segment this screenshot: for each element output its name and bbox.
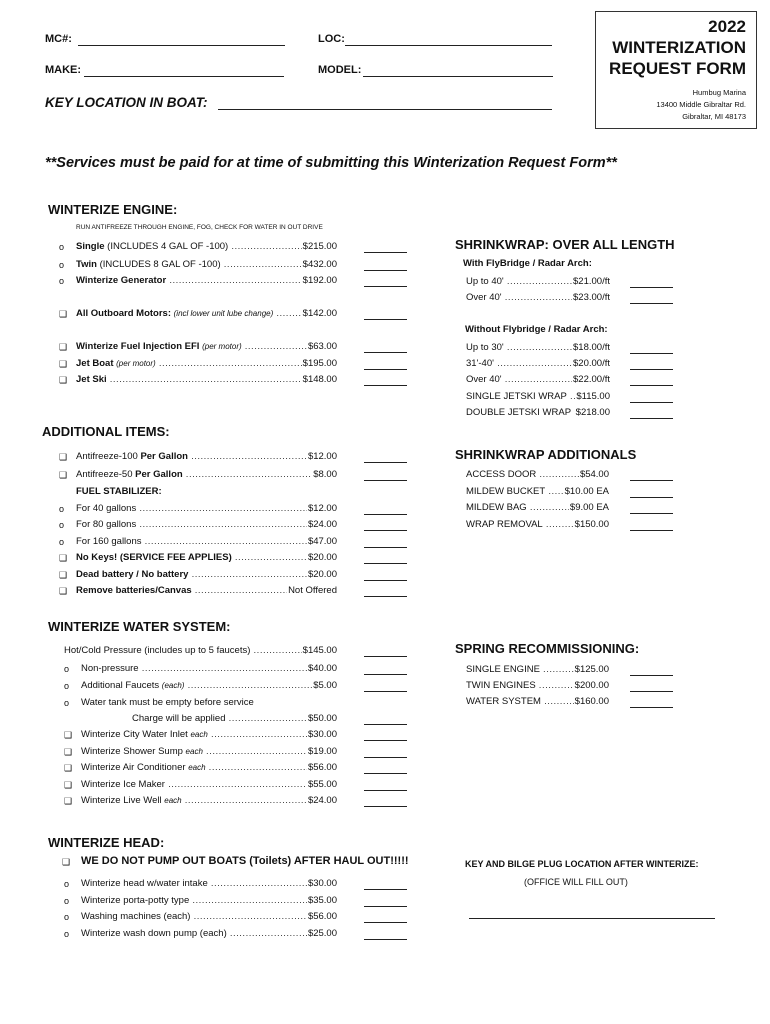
engine-item xyxy=(59,340,337,354)
quantity-blank[interactable] xyxy=(364,252,407,253)
additional-section-title: ADDITIONAL ITEMS: xyxy=(42,424,170,439)
quantity-blank[interactable] xyxy=(630,418,673,419)
item-label: Winterize Shower Sump xyxy=(81,746,186,757)
row-bullet[interactable]: ❑ xyxy=(59,342,68,352)
row-price: $145.00 xyxy=(302,645,337,656)
flybridge-header: With FlyBridge / Radar Arch: xyxy=(463,258,592,269)
quantity-blank[interactable] xyxy=(364,514,407,515)
pumpout-warning: WE DO NOT PUMP OUT BOATS (Toilets) AFTER HAUL OUT!!!!! xyxy=(81,855,409,867)
shrink-additional-item xyxy=(466,518,609,532)
item-label: Over 40' xyxy=(466,374,502,385)
water-item xyxy=(64,745,337,759)
engine-note: RUN ANTIFREEZE THROUGH ENGINE, FOG, CHECK FOR WATER IN OUT DRIVE xyxy=(76,224,323,231)
item-label: Winterize City Water Inlet xyxy=(81,729,191,740)
item-label: Winterize porta-potty type xyxy=(81,895,190,906)
item-note: (per motor) xyxy=(202,342,242,351)
item-label: Up to 40' xyxy=(466,276,504,287)
payment-notice: **Services must be paid for at time of submitting this Winterization Request Form** xyxy=(45,155,617,171)
row-bullet[interactable]: o xyxy=(59,504,65,514)
engine-section-title: WINTERIZE ENGINE: xyxy=(48,202,178,217)
shrink-additional-item xyxy=(466,468,609,482)
shrinkwrap-without-item xyxy=(466,341,610,355)
row-label xyxy=(81,894,337,908)
row-price: $5.00 xyxy=(313,680,337,691)
item-label: 31'-40' xyxy=(466,358,494,369)
item-bold: Per Gallon xyxy=(140,451,188,462)
item-label: SINGLE JETSKI WRAP xyxy=(466,391,567,402)
item-label: Winterize head w/water intake xyxy=(81,878,208,889)
quantity-blank[interactable] xyxy=(364,352,407,353)
row-label xyxy=(76,485,337,499)
item-label: Over 40' xyxy=(466,292,502,303)
row-price: $8.00 xyxy=(313,469,337,480)
row-price: $115.00 xyxy=(576,391,610,402)
item-label: Charge will be applied xyxy=(132,713,226,724)
row-label xyxy=(76,502,337,516)
item-text: (INCLUDES 4 GAL OF -100) xyxy=(104,241,229,252)
row-price: $148.00 xyxy=(302,374,337,385)
row-bullet[interactable]: ❑ xyxy=(59,309,68,319)
water-item xyxy=(64,712,337,726)
water-item xyxy=(64,761,337,775)
additional-item xyxy=(59,485,337,499)
row-label xyxy=(81,745,337,759)
row-price: $35.00 xyxy=(307,895,337,906)
quantity-blank[interactable] xyxy=(364,656,407,657)
row-price: $9.00 EA xyxy=(569,502,609,513)
row-price: $215.00 xyxy=(302,241,337,252)
row-price: $22.00/ft xyxy=(573,374,610,385)
quantity-blank[interactable] xyxy=(630,530,673,531)
quantity-blank[interactable] xyxy=(364,270,407,271)
item-text: (INCLUDES 8 GAL OF -100) xyxy=(96,259,221,270)
key-bilge-field[interactable] xyxy=(469,918,715,919)
shrinkwrap-title: SHRINKWRAP: OVER ALL LENGTH xyxy=(455,237,675,252)
row-price: $30.00 xyxy=(307,878,337,889)
quantity-blank[interactable] xyxy=(630,691,673,692)
quantity-blank[interactable] xyxy=(364,889,407,890)
quantity-blank[interactable] xyxy=(364,790,407,791)
engine-item xyxy=(59,307,337,321)
additional-item xyxy=(59,568,337,582)
additional-item xyxy=(59,518,337,532)
quantity-blank[interactable] xyxy=(364,319,407,320)
quantity-blank[interactable] xyxy=(364,369,407,370)
row-bullet[interactable]: ❑ xyxy=(64,780,73,790)
row-label xyxy=(76,518,337,532)
row-bullet[interactable]: ❑ xyxy=(59,570,68,580)
row-bullet[interactable]: ❑ xyxy=(59,452,68,462)
row-bullet[interactable]: ❑ xyxy=(59,553,68,563)
quantity-blank[interactable] xyxy=(630,385,673,386)
item-bold: Twin xyxy=(76,259,97,270)
engine-item xyxy=(59,357,337,371)
item-bold: Winterize Fuel Injection EFI xyxy=(76,341,200,352)
quantity-blank[interactable] xyxy=(364,906,407,907)
row-price: $47.00 xyxy=(307,536,337,547)
key-bilge-note: (OFFICE WILL FILL OUT) xyxy=(524,877,628,887)
row-label xyxy=(76,307,337,321)
row-price: $20.00 xyxy=(307,552,337,563)
row-price: $200.00 xyxy=(574,680,609,691)
item-text: Antifreeze-100 xyxy=(76,451,141,462)
row-price: $150.00 xyxy=(574,519,609,530)
row-label xyxy=(76,568,337,582)
quantity-blank[interactable] xyxy=(364,530,407,531)
row-price: $63.00 xyxy=(307,341,337,352)
mc-label: MC#: xyxy=(45,33,72,45)
row-price: $20.00 xyxy=(307,569,337,580)
row-price: Not Offered xyxy=(288,585,337,596)
head-section-title: WINTERIZE HEAD: xyxy=(48,835,165,850)
additional-item xyxy=(59,502,337,516)
engine-item xyxy=(59,373,337,387)
row-price: $55.00 xyxy=(307,779,337,790)
row-label xyxy=(76,357,337,371)
spring-item xyxy=(466,679,609,693)
row-label xyxy=(76,535,337,549)
engine-item xyxy=(59,240,337,254)
row-label xyxy=(76,258,337,272)
item-label: SINGLE ENGINE xyxy=(466,664,540,675)
row-bullet[interactable]: ❑ xyxy=(59,586,68,596)
model-field[interactable] xyxy=(363,76,553,77)
quantity-blank[interactable] xyxy=(364,740,407,741)
item-text: For 160 gallons xyxy=(76,536,142,547)
quantity-blank[interactable] xyxy=(630,480,673,481)
key-location-field[interactable] xyxy=(218,109,552,110)
item-bold: Single xyxy=(76,241,105,252)
row-price: $195.00 xyxy=(302,358,337,369)
quantity-blank[interactable] xyxy=(364,939,407,940)
item-label: MILDEW BAG xyxy=(466,502,527,513)
shrinkwrap-without-item xyxy=(466,406,610,420)
head-item xyxy=(64,877,337,891)
row-bullet[interactable]: o xyxy=(64,698,70,708)
loc-label: LOC: xyxy=(318,33,345,45)
row-label xyxy=(76,274,337,288)
item-bold: Per Gallon xyxy=(135,469,183,480)
quantity-blank[interactable] xyxy=(630,707,673,708)
key-bilge-label: KEY AND BILGE PLUG LOCATION AFTER WINTERIZE: xyxy=(465,859,699,869)
water-item xyxy=(64,679,337,693)
quantity-blank[interactable] xyxy=(364,596,407,597)
quantity-blank[interactable] xyxy=(364,922,407,923)
item-label: Winterize Ice Maker xyxy=(81,779,165,790)
row-price: $12.00 xyxy=(307,503,337,514)
item-label: DOUBLE JETSKI WRAP xyxy=(466,407,572,418)
shrink-additional-item xyxy=(466,485,609,499)
quantity-blank[interactable] xyxy=(630,402,673,403)
model-label: MODEL: xyxy=(318,64,362,76)
additional-item xyxy=(59,551,337,565)
row-label xyxy=(81,910,337,924)
item-bold: Dead battery / No battery xyxy=(76,569,189,580)
additional-item xyxy=(59,535,337,549)
title-box xyxy=(595,11,757,129)
item-label: MILDEW BUCKET xyxy=(466,486,546,497)
row-price: $432.00 xyxy=(302,259,337,270)
row-bullet[interactable]: o xyxy=(59,537,65,547)
row-price: $30.00 xyxy=(307,729,337,740)
row-label xyxy=(76,340,337,354)
item-label: Water tank must be empty before service xyxy=(81,697,254,708)
item-text: Antifreeze-50 xyxy=(76,469,136,480)
row-price: $56.00 xyxy=(307,911,337,922)
quantity-blank[interactable] xyxy=(364,480,407,481)
item-bold: FUEL STABILIZER: xyxy=(76,486,162,497)
shrinkwrap-without-item xyxy=(466,357,610,371)
quantity-blank[interactable] xyxy=(364,286,407,287)
make-field[interactable] xyxy=(84,76,284,77)
spring-item xyxy=(466,695,609,709)
quantity-blank[interactable] xyxy=(364,773,407,774)
item-note: each xyxy=(164,796,182,805)
water-section-title: WINTERIZE WATER SYSTEM: xyxy=(48,619,231,634)
row-price: $125.00 xyxy=(574,664,609,675)
item-label: Winterize wash down pump (each) xyxy=(81,928,227,939)
row-price: $56.00 xyxy=(307,762,337,773)
row-price: $142.00 xyxy=(302,308,337,319)
item-note: each xyxy=(188,763,206,772)
item-label: Winterize Live Well xyxy=(81,795,165,806)
row-label xyxy=(81,794,337,808)
row-bullet[interactable]: o xyxy=(59,242,65,252)
quantity-blank[interactable] xyxy=(364,462,407,463)
company-street: 13400 Middle Gibraltar Rd. xyxy=(656,100,746,109)
loc-field[interactable] xyxy=(345,45,552,46)
row-bullet[interactable]: o xyxy=(64,929,70,939)
additional-item xyxy=(59,468,337,482)
row-bullet[interactable]: ❑ xyxy=(64,730,73,740)
additional-item xyxy=(59,584,337,598)
item-label: Winterize Air Conditioner xyxy=(81,762,189,773)
row-label xyxy=(81,761,337,775)
row-bullet[interactable]: ❑ xyxy=(59,359,68,369)
quantity-blank[interactable] xyxy=(364,547,407,548)
company-city: Gibraltar, MI 48173 xyxy=(682,112,746,121)
quantity-blank[interactable] xyxy=(630,287,673,288)
row-bullet[interactable]: ❑ xyxy=(64,763,73,773)
item-bold: Remove batteries/Canvas xyxy=(76,585,192,596)
quantity-blank[interactable] xyxy=(630,513,673,514)
row-price: $10.00 EA xyxy=(564,486,609,497)
quantity-blank[interactable] xyxy=(630,353,673,354)
water-item xyxy=(64,728,337,742)
item-text: For 80 gallons xyxy=(76,519,137,530)
quantity-blank[interactable] xyxy=(364,385,407,386)
row-bullet[interactable]: ❑ xyxy=(59,470,68,480)
row-bullet[interactable]: o xyxy=(64,896,70,906)
no-flybridge-header: Without Flybridge / Radar Arch: xyxy=(465,324,608,335)
shrinkwrap-with-item xyxy=(466,275,610,289)
row-bullet[interactable]: o xyxy=(59,276,65,286)
row-price: $20.00/ft xyxy=(573,358,610,369)
item-label: Additional Faucets xyxy=(81,680,162,691)
item-bold: Winterize Generator xyxy=(76,275,167,286)
item-label: Up to 30' xyxy=(466,342,504,353)
row-price: $21.00/ft xyxy=(573,276,610,287)
water-lead-item xyxy=(64,644,337,658)
row-label xyxy=(76,240,337,254)
row-price: $19.00 xyxy=(307,746,337,757)
quantity-blank[interactable] xyxy=(364,691,407,692)
item-note: each xyxy=(185,747,203,756)
item-note: (per motor) xyxy=(116,359,156,368)
item-label: Hot/Cold Pressure (includes up to 5 faucets) xyxy=(64,645,251,656)
item-label: ACCESS DOOR xyxy=(466,469,537,480)
row-label xyxy=(81,679,337,693)
row-price: $218.00 xyxy=(575,407,610,418)
item-label: WATER SYSTEM xyxy=(466,696,541,707)
row-price: $50.00 xyxy=(307,713,337,724)
form-title-line1: WINTERIZATION xyxy=(612,38,746,57)
row-price: $18.00/ft xyxy=(573,342,610,353)
quantity-blank[interactable] xyxy=(630,497,673,498)
item-bold: No Keys! (SERVICE FEE APPLIES) xyxy=(76,552,232,563)
form-title-line2: REQUEST FORM xyxy=(609,59,746,78)
quantity-blank[interactable] xyxy=(364,757,407,758)
row-label xyxy=(81,877,337,891)
quantity-blank[interactable] xyxy=(630,369,673,370)
item-label: TWIN ENGINES xyxy=(466,680,536,691)
key-location-label: KEY LOCATION IN BOAT: xyxy=(45,95,208,110)
mc-field[interactable] xyxy=(78,45,285,46)
head-item xyxy=(64,927,337,941)
head-item xyxy=(64,894,337,908)
row-bullet[interactable]: o xyxy=(59,520,65,530)
water-item xyxy=(64,662,337,676)
row-label xyxy=(81,696,337,710)
additional-item xyxy=(59,450,337,464)
engine-item xyxy=(59,258,337,272)
item-bold: Jet Ski xyxy=(76,374,107,385)
form-year: 2022 xyxy=(708,17,746,36)
row-price: $24.00 xyxy=(307,795,337,806)
item-label: Non-pressure xyxy=(81,663,139,674)
shrinkwrap-without-item xyxy=(466,390,610,404)
row-label xyxy=(64,644,337,658)
row-price: $24.00 xyxy=(307,519,337,530)
quantity-blank[interactable] xyxy=(364,674,407,675)
item-note: (incl lower unit lube change) xyxy=(173,309,274,318)
row-price: $192.00 xyxy=(302,275,337,286)
shrinkwrap-with-item xyxy=(466,291,610,305)
row-price: $23.00/ft xyxy=(573,292,610,303)
quantity-blank[interactable] xyxy=(364,563,407,564)
row-bullet[interactable]: o xyxy=(64,664,70,674)
quantity-blank[interactable] xyxy=(630,303,673,304)
shrink-additionals-title: SHRINKWRAP ADDITIONALS xyxy=(455,447,637,462)
engine-item xyxy=(59,274,337,288)
water-item xyxy=(64,794,337,808)
row-label xyxy=(76,450,337,464)
item-bold: All Outboard Motors: xyxy=(76,308,171,319)
row-bullet[interactable]: o xyxy=(59,260,65,270)
water-item xyxy=(64,696,337,710)
item-note: each xyxy=(190,730,208,739)
shrinkwrap-without-item xyxy=(466,373,610,387)
row-bullet[interactable]: o xyxy=(64,681,70,691)
row-bullet[interactable]: ❑ xyxy=(64,747,73,757)
make-label: MAKE: xyxy=(45,64,82,76)
quantity-blank[interactable] xyxy=(364,806,407,807)
item-label: Washing machines (each) xyxy=(81,911,191,922)
row-price: $54.00 xyxy=(579,469,609,480)
row-label xyxy=(76,468,337,482)
row-price: $25.00 xyxy=(307,928,337,939)
item-bold: Jet Boat xyxy=(76,358,114,369)
item-note: (each) xyxy=(161,681,185,690)
spring-item xyxy=(466,663,609,677)
row-label xyxy=(81,927,337,941)
row-label xyxy=(81,662,337,676)
warning-checkbox[interactable]: ❑ xyxy=(62,857,71,867)
row-label xyxy=(76,551,337,565)
head-item xyxy=(64,910,337,924)
row-bullet[interactable]: ❑ xyxy=(59,375,68,385)
water-item xyxy=(64,778,337,792)
row-bullet[interactable]: o xyxy=(64,912,70,922)
row-price: $12.00 xyxy=(307,451,337,462)
quantity-blank[interactable] xyxy=(364,580,407,581)
row-bullet[interactable]: ❑ xyxy=(64,796,73,806)
row-price: $40.00 xyxy=(307,663,337,674)
row-label xyxy=(81,728,337,742)
row-bullet[interactable]: o xyxy=(64,879,70,889)
quantity-blank[interactable] xyxy=(364,724,407,725)
company-name: Humbug Marina xyxy=(692,88,746,97)
row-price: $160.00 xyxy=(574,696,609,707)
shrink-additional-item xyxy=(466,501,609,515)
spring-title: SPRING RECOMMISSIONING: xyxy=(455,641,640,656)
item-text: For 40 gallons xyxy=(76,503,137,514)
row-label xyxy=(81,778,337,792)
quantity-blank[interactable] xyxy=(630,675,673,676)
row-label xyxy=(76,373,337,387)
item-label: WRAP REMOVAL xyxy=(466,519,543,530)
